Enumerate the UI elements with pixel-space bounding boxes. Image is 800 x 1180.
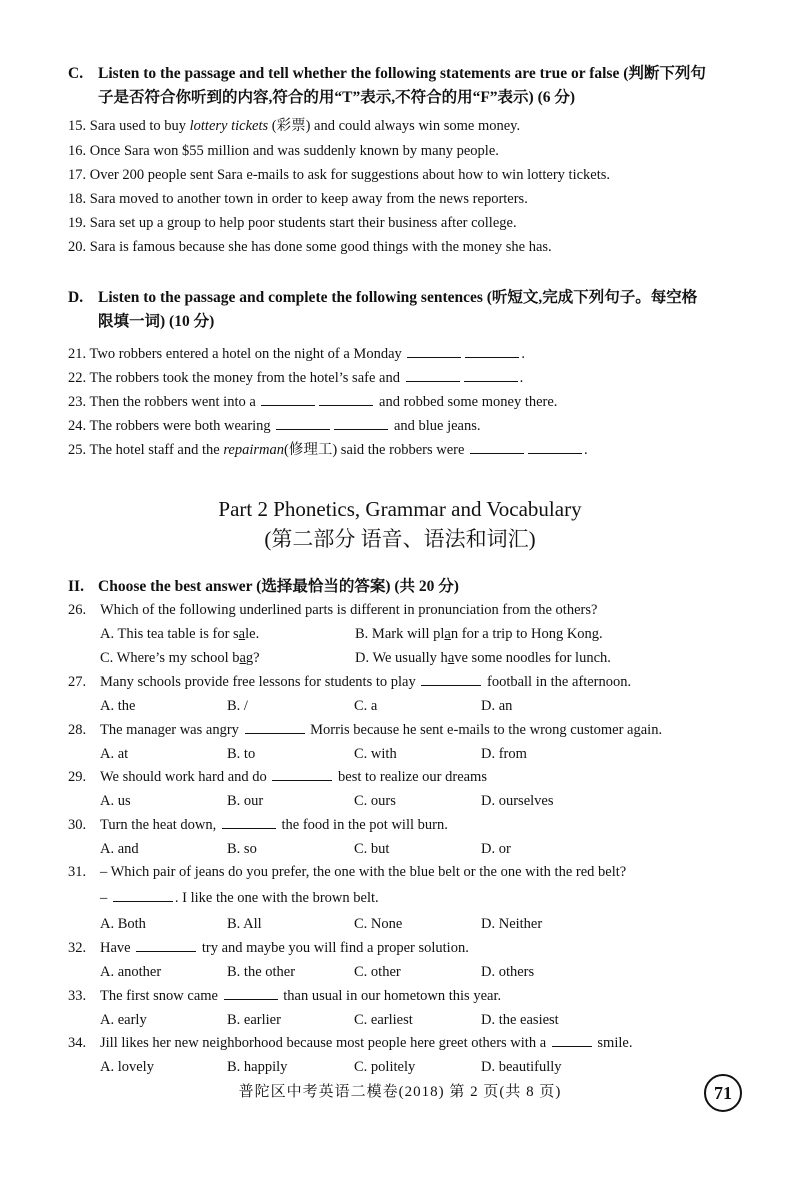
question-26 bbox=[68, 600, 768, 620]
answer-blank[interactable] bbox=[407, 345, 461, 358]
option-a[interactable]: A. another bbox=[100, 964, 162, 980]
option-a[interactable]: A. lovely bbox=[100, 1059, 154, 1075]
option-b[interactable]: B. the other bbox=[227, 964, 296, 980]
question-number: 26. bbox=[68, 602, 87, 618]
sentence-text: The hotel staff and the bbox=[89, 442, 224, 458]
statement-18 bbox=[68, 189, 768, 209]
underlined-letter: a bbox=[238, 626, 246, 642]
question-31-reply bbox=[100, 888, 800, 908]
answer-blank[interactable] bbox=[113, 889, 173, 902]
question-number: 21. bbox=[68, 346, 87, 362]
question-number: 23. bbox=[68, 394, 87, 410]
answer-blank[interactable] bbox=[272, 768, 332, 781]
section-ii-letter: II. bbox=[68, 578, 84, 595]
statement-19 bbox=[68, 213, 768, 233]
option-d[interactable]: D. We usually have some noodles for lunch. bbox=[355, 650, 611, 666]
question-stem-end: . I like the one with the brown belt. bbox=[174, 890, 379, 906]
option-a[interactable]: A. at bbox=[100, 746, 129, 762]
statement-emphasis: lottery tickets bbox=[189, 118, 269, 134]
option-d[interactable]: D. ourselves bbox=[481, 793, 554, 809]
section-d-letter: D. bbox=[68, 289, 84, 306]
statement-text: Sara set up a group to help poor students start their business after college. bbox=[89, 215, 517, 231]
section-c-heading-line1: Listen to the passage and tell whether the following statements are true or false (判断下列句 bbox=[98, 65, 706, 82]
option-c[interactable]: C. Where’s my school bag? bbox=[100, 650, 260, 666]
statement-17 bbox=[68, 165, 768, 185]
statement-15 bbox=[68, 116, 768, 136]
question-number: 28. bbox=[68, 722, 87, 738]
question-number: 27. bbox=[68, 674, 87, 690]
answer-blank[interactable] bbox=[261, 393, 315, 406]
section-ii-heading-text: Choose the best answer (选择最恰当的答案) (共 20 分) bbox=[98, 578, 459, 595]
question-number: 34. bbox=[68, 1035, 87, 1051]
question-stem: We should work hard and do bbox=[100, 769, 267, 785]
option-d[interactable]: D. or bbox=[481, 841, 511, 857]
option-c[interactable]: C. ours bbox=[354, 793, 396, 809]
sentence-text-mid: (修理工) said the robbers were bbox=[284, 442, 465, 458]
answer-blank[interactable] bbox=[552, 1034, 592, 1047]
question-number: 17. bbox=[68, 167, 87, 183]
section-c-heading-line2: 子是否符合你听到的内容,符合的用“T”表示,不符合的用“F”表示) (6 分) bbox=[98, 89, 576, 106]
statement-16 bbox=[68, 141, 768, 161]
option-b[interactable]: B. happily bbox=[227, 1059, 288, 1075]
sentence-22 bbox=[68, 368, 768, 388]
question-stem: – Which pair of jeans do you prefer, the one with the blue belt or the one with the red belt? bbox=[100, 864, 627, 880]
question-stem-end: best to realize our dreams bbox=[338, 769, 487, 785]
section-d-heading bbox=[68, 286, 758, 334]
part2-title-en: Part 2 Phonetics, Grammar and Vocabulary bbox=[218, 497, 582, 521]
sentence-text: The robbers were both wearing bbox=[89, 418, 271, 434]
question-stem: The manager was angry bbox=[100, 722, 239, 738]
option-a[interactable]: A. This tea table is for sale. bbox=[100, 626, 260, 642]
option-d[interactable]: D. Neither bbox=[481, 916, 543, 932]
statement-text: Sara is famous because she has done some good things with the money she has. bbox=[89, 239, 552, 255]
statement-text: Sara used to buy bbox=[89, 118, 190, 134]
option-b[interactable]: B. earlier bbox=[227, 1012, 281, 1028]
question-number: 30. bbox=[68, 817, 87, 833]
question-number: 32. bbox=[68, 940, 87, 956]
answer-blank[interactable] bbox=[222, 816, 276, 829]
question-number: 15. bbox=[68, 118, 87, 134]
section-d-heading-line1: Listen to the passage and complete the following sentences (听短文,完成下列句子。每空格 bbox=[98, 289, 698, 306]
sentence-21 bbox=[68, 344, 768, 364]
question-stem-end: football in the afternoon. bbox=[486, 674, 632, 690]
question-34 bbox=[68, 1033, 768, 1053]
option-a[interactable]: A. early bbox=[100, 1012, 147, 1028]
answer-blank[interactable] bbox=[136, 939, 196, 952]
dialogue-dash: – bbox=[100, 890, 108, 906]
underlined-letter: a bbox=[447, 650, 455, 666]
option-c[interactable]: C. other bbox=[354, 964, 401, 980]
option-d[interactable]: D. the easiest bbox=[481, 1012, 559, 1028]
option-a[interactable]: A. and bbox=[100, 841, 139, 857]
question-stem-end: the food in the pot will burn. bbox=[281, 817, 448, 833]
answer-blank[interactable] bbox=[319, 393, 373, 406]
question-29 bbox=[68, 767, 768, 787]
option-b[interactable]: B. All bbox=[227, 916, 262, 932]
question-number: 16. bbox=[68, 143, 87, 159]
question-33 bbox=[68, 986, 768, 1006]
answer-blank[interactable] bbox=[276, 417, 330, 430]
question-27 bbox=[68, 672, 768, 692]
option-a[interactable]: A. us bbox=[100, 793, 131, 809]
statement-20 bbox=[68, 237, 768, 257]
sentence-text: Then the robbers went into a bbox=[89, 394, 256, 410]
section-ii-heading bbox=[68, 575, 758, 599]
question-number: 22. bbox=[68, 370, 87, 386]
sentence-end: and robbed some money there. bbox=[379, 394, 558, 410]
option-b[interactable]: B. our bbox=[227, 793, 264, 809]
question-number: 29. bbox=[68, 769, 87, 785]
option-b[interactable]: B. so bbox=[227, 841, 257, 857]
question-stem-end: Morris because he sent e-mails to the wrong customer again. bbox=[310, 722, 663, 738]
question-stem: Jill likes her new neighborhood because most people here greet others with a bbox=[100, 1035, 547, 1051]
statement-text: Once Sara won $55 million and was suddenly known by many people. bbox=[89, 143, 499, 159]
question-28 bbox=[68, 720, 768, 740]
question-number: 31. bbox=[68, 864, 87, 880]
sentence-end: . bbox=[584, 442, 588, 458]
underlined-letter: a bbox=[444, 626, 451, 642]
question-stem-end: than usual in our hometown this year. bbox=[283, 988, 502, 1004]
sentence-end: and blue jeans. bbox=[393, 418, 481, 434]
statement-text: Sara moved to another town in order to keep away from the news reporters. bbox=[89, 191, 528, 207]
sentence-25 bbox=[68, 440, 768, 460]
option-c[interactable]: C. but bbox=[354, 841, 390, 857]
part2-title-cn: (第二部分 语音、语法和词汇) bbox=[264, 527, 536, 551]
question-stem-end: try and maybe you will find a proper solution. bbox=[201, 940, 469, 956]
option-a[interactable]: A. Both bbox=[100, 916, 146, 932]
answer-blank[interactable] bbox=[224, 987, 278, 1000]
option-c[interactable]: C. politely bbox=[354, 1059, 416, 1075]
answer-blank[interactable] bbox=[334, 417, 388, 430]
section-c-letter: C. bbox=[68, 65, 84, 82]
page-footer: 普陀区中考英语二模卷(2018) 第 2 页(共 8 页) bbox=[238, 1084, 562, 1100]
option-c[interactable]: C. a bbox=[354, 698, 378, 714]
option-d[interactable]: D. from bbox=[481, 746, 527, 762]
question-number: 24. bbox=[68, 418, 87, 434]
option-c[interactable]: C. None bbox=[354, 916, 403, 932]
question-30 bbox=[68, 815, 768, 835]
question-number: 18. bbox=[68, 191, 87, 207]
question-stem: Turn the heat down, bbox=[100, 817, 217, 833]
underlined-letter: a bbox=[239, 650, 246, 666]
statement-text: Over 200 people sent Sara e-mails to ask for suggestions about how to win lottery tickets. bbox=[89, 167, 611, 183]
answer-blank[interactable] bbox=[464, 369, 518, 382]
question-31 bbox=[68, 862, 768, 882]
statement-text-end: (彩票) and could always win some money. bbox=[268, 118, 521, 134]
option-d[interactable]: D. others bbox=[481, 964, 535, 980]
question-number: 33. bbox=[68, 988, 87, 1004]
option-c[interactable]: C. earliest bbox=[354, 1012, 413, 1028]
option-c[interactable]: C. with bbox=[354, 746, 397, 762]
option-d[interactable]: D. beautifully bbox=[481, 1059, 562, 1075]
sentence-end: . bbox=[519, 370, 524, 386]
answer-blank[interactable] bbox=[528, 441, 582, 454]
question-stem-end: smile. bbox=[597, 1035, 633, 1051]
answer-blank[interactable] bbox=[470, 441, 524, 454]
question-number: 19. bbox=[68, 215, 87, 231]
sentence-emphasis: repairman bbox=[223, 442, 285, 458]
option-b[interactable]: B. to bbox=[227, 746, 256, 762]
option-b[interactable]: B. / bbox=[227, 698, 248, 714]
question-stem: Many schools provide free lessons for students to play bbox=[100, 674, 416, 690]
section-c-heading bbox=[68, 62, 758, 110]
sentence-24 bbox=[68, 416, 768, 436]
sentence-text: Two robbers entered a hotel on the night of a Monday bbox=[89, 346, 402, 362]
option-d[interactable]: D. an bbox=[481, 698, 513, 714]
option-b[interactable]: B. Mark will plan for a trip to Hong Kong. bbox=[355, 626, 603, 642]
answer-blank[interactable] bbox=[245, 721, 305, 734]
option-a[interactable]: A. the bbox=[100, 698, 136, 714]
question-stem: Have bbox=[100, 940, 131, 956]
question-number: 25. bbox=[68, 442, 87, 458]
question-stem: The first snow came bbox=[100, 988, 218, 1004]
sentence-23 bbox=[68, 392, 768, 412]
answer-blank[interactable] bbox=[421, 673, 481, 686]
question-stem: Which of the following underlined parts is different in pronunciation from the others? bbox=[100, 602, 598, 618]
question-number: 20. bbox=[68, 239, 87, 255]
section-d-heading-line2: 限填一词) (10 分) bbox=[98, 313, 215, 330]
sentence-end: . bbox=[521, 346, 526, 362]
answer-blank[interactable] bbox=[465, 345, 519, 358]
sentence-text: The robbers took the money from the hotel’s safe and bbox=[89, 370, 400, 386]
answer-blank[interactable] bbox=[406, 369, 460, 382]
page-number-circle: 71 bbox=[704, 1074, 742, 1112]
question-32 bbox=[68, 938, 768, 958]
